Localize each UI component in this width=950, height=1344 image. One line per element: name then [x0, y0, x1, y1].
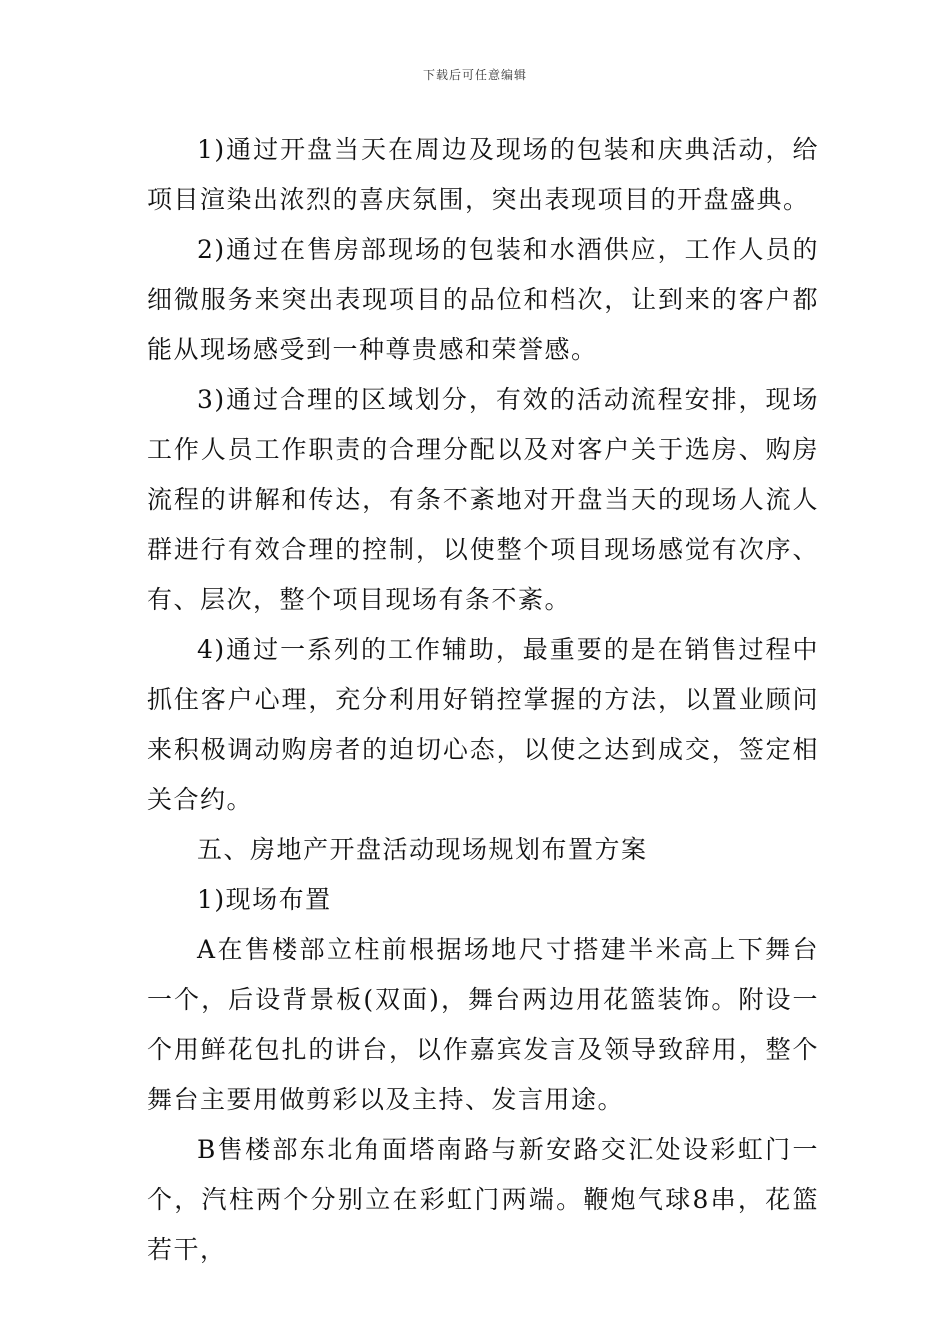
document-body — [147, 125, 819, 1275]
subsection-heading: 1)现场布置 — [197, 885, 332, 914]
paragraph-goal-1: 1)通过开盘当天在周边及现场的包装和庆典活动，给项目渲染出浓烈的喜庆氛围，突出表现项目的开盘盛典。 — [147, 135, 819, 214]
paragraph-item-a: A在售楼部立柱前根据场地尺寸搭建半米高上下舞台一个，后设背景板(双面)，舞台两边用花篮装饰。附设一个用鲜花包扎的讲台，以作嘉宾发言及领导致辞用，整个舞台主要用做剪彩以及主持、发言用途。 — [147, 935, 819, 1114]
paragraph-item-b: B售楼部东北角面塔南路与新安路交汇处设彩虹门一个，汽柱两个分别立在彩虹门两端。鞭炮气球8串，花篮若干， — [147, 1135, 819, 1264]
section-heading: 五、房地产开盘活动现场规划布置方案 — [197, 835, 648, 864]
paragraph-goal-2: 2)通过在售房部现场的包装和水酒供应，工作人员的细微服务来突出表现项目的品位和档次，让到来的客户都能从现场感受到一种尊贵感和荣誉感。 — [147, 235, 819, 364]
page-header-note: 下载后可任意编辑 — [422, 68, 527, 82]
paragraph-goal-3: 3)通过合理的区域划分，有效的活动流程安排，现场工作人员工作职责的合理分配以及对客户关于选房、购房流程的讲解和传达，有条不紊地对开盘当天的现场人流人群进行有效合理的控制，以使整个项目现场感觉有次序、有、层次，整个项目现场有条不紊。 — [147, 385, 819, 614]
paragraph-goal-4: 4)通过一系列的工作辅助，最重要的是在销售过程中抓住客户心理，充分利用好销控掌握的方法，以置业顾问来积极调动购房者的迫切心态，以使之达到成交，签定相关合约。 — [147, 635, 819, 814]
